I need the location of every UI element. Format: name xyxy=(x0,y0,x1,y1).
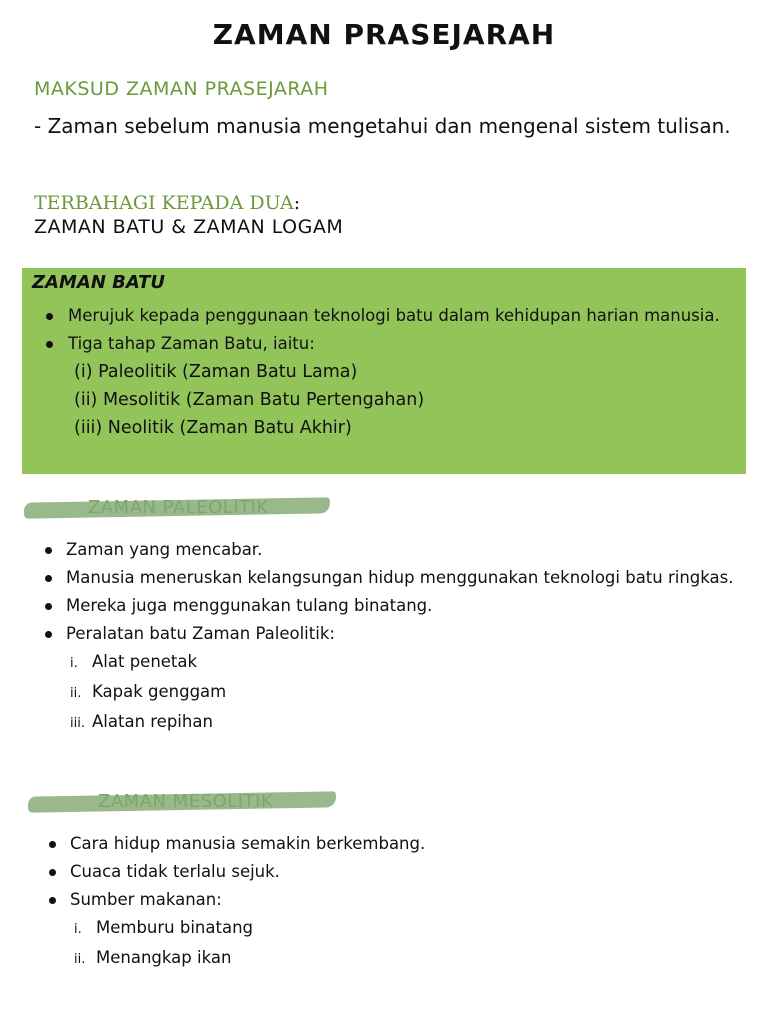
list-item: Manusia meneruskan kelangsungan hidup menggunakan teknologi batu ringkas. xyxy=(66,564,740,592)
list-item: Cuaca tidak terlalu sejuk. xyxy=(70,858,740,886)
stage-item: (ii) Mesolitik (Zaman Batu Pertengahan) xyxy=(74,390,425,410)
roman-text: Menangkap ikan xyxy=(96,948,232,967)
list-item: Merujuk kepada penggunaan teknologi batu dalam kehidupan harian manusia. xyxy=(68,302,736,330)
roman-text: Alatan repihan xyxy=(92,712,213,731)
roman-item xyxy=(66,648,740,678)
roman-text: Alat penetak xyxy=(92,652,198,671)
roman-text: Kapak genggam xyxy=(92,682,227,701)
list-item: Zaman yang mencabar. xyxy=(66,536,740,564)
zaman-batu-title: ZAMAN BATU xyxy=(32,272,165,293)
list-item: Tiga tahap Zaman Batu, iaitu: xyxy=(68,330,736,358)
terbahagi-heading xyxy=(34,192,300,214)
mesolitik-list xyxy=(70,830,740,974)
mesolitik-heading: ZAMAN MESOLITIK xyxy=(98,791,274,812)
stage-item: (i) Paleolitik (Zaman Batu Lama) xyxy=(74,362,358,382)
list-item: Cara hidup manusia semakin berkembang. xyxy=(70,830,740,858)
roman-item xyxy=(66,678,740,708)
terbahagi-text: ZAMAN BATU & ZAMAN LOGAM xyxy=(34,216,344,238)
maksud-heading: MAKSUD ZAMAN PRASEJARAH xyxy=(34,78,329,100)
maksud-text: - Zaman sebelum manusia mengetahui dan mengenal sistem tulisan. xyxy=(34,114,731,138)
zaman-batu-box xyxy=(22,268,746,474)
roman-numeral: ii. xyxy=(74,952,86,967)
list-item: Peralatan batu Zaman Paleolitik: xyxy=(66,620,740,648)
roman-numeral: i. xyxy=(70,656,78,671)
paleolitik-list xyxy=(66,536,740,738)
paleolitik-heading: ZAMAN PALEOLITIK xyxy=(88,497,269,518)
terbahagi-colon: : xyxy=(293,192,301,214)
page-title: ZAMAN PRASEJARAH xyxy=(212,18,556,51)
stage-item: (iii) Neolitik (Zaman Batu Akhir) xyxy=(74,418,352,438)
roman-numeral: ii. xyxy=(70,686,82,701)
roman-text: Memburu binatang xyxy=(96,918,254,937)
roman-item xyxy=(70,944,740,974)
roman-item xyxy=(66,708,740,738)
roman-item xyxy=(70,914,740,944)
roman-numeral: iii. xyxy=(70,716,85,731)
terbahagi-heading-text: TERBAHAGI KEPADA DUA xyxy=(34,192,294,214)
roman-numeral: i. xyxy=(74,922,82,937)
zaman-batu-list xyxy=(68,302,736,442)
list-item: Mereka juga menggunakan tulang binatang. xyxy=(66,592,740,620)
list-item: Sumber makanan: xyxy=(70,886,740,914)
